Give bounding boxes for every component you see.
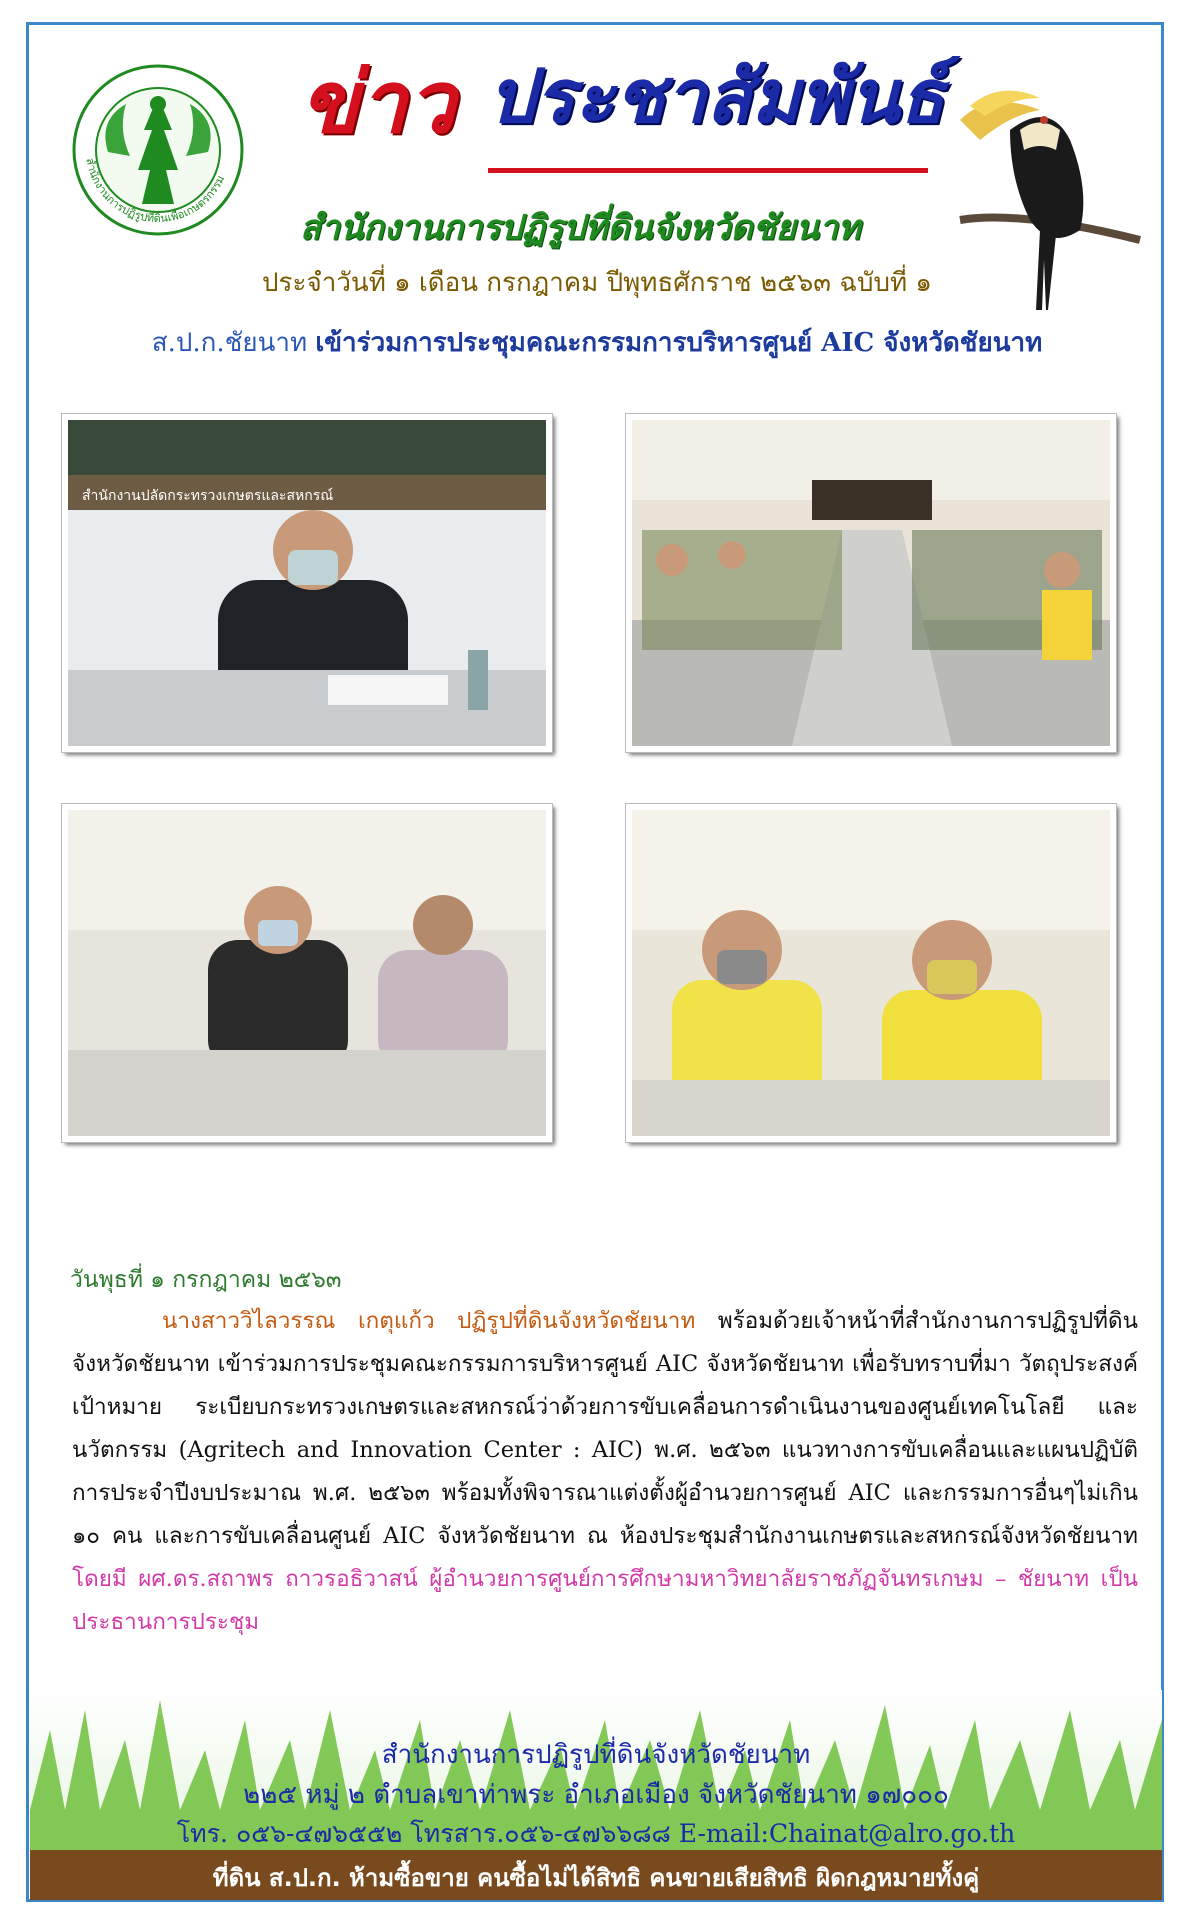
- photo-attendees-left: [62, 804, 552, 1142]
- meeting-chair: โดยมี ผศ.ดร.สถาพร ถาวรอธิวาสน์ ผู้อำนวยการศูนย์การศึกษามหาวิทยาลัยราชภัฏจันทรเกษม – ชัยนาท เป็นประธานการประชุม: [72, 1566, 1138, 1635]
- footer-org: สำนักงานการปฏิรูปที่ดินจังหวัดชัยนาท: [381, 1740, 811, 1770]
- headline-org: ส.ป.ก.ชัยนาท: [151, 328, 308, 358]
- logo-ring-text: สำนักงานการปฏิรูปที่ดินเพื่อเกษตรกรรม: [83, 156, 228, 226]
- title-prachasamphan: ประชาสัมพันธ์: [488, 54, 945, 140]
- org-subtitle: สำนักงานการปฏิรูปที่ดินจังหวัดชัยนาท: [300, 208, 861, 248]
- article-date: วันพุธที่ ๑ กรกฎาคม ๒๕๖๓: [70, 1267, 342, 1293]
- body-main: พร้อมด้วยเจ้าหน้าที่สำนักงานการปฏิรูปที่ดินจังหวัดชัยนาท เข้าร่วมการประชุมคณะกรรมการบริหารศูนย์ AIC จังหวัดชัยนาท เพื่อรับทราบที่มา วัตถุประสงค์ เป้าหมาย ระเบียบกระทรวงเกษตรและสหกรณ์ว่าด้วยการขับเคลื่อนการดำเนินงานของศูนย์เทคโนโลยี และนวัตกรรม (Agritech and Innovation Center : AIC) พ.ศ. ๒๕๖๓ แนวทางการขับเคลื่อนและแผนปฏิบัติการประจำปีงบประมาณ พ.ศ. ๒๕๖๓ พร้อมทั้งพิจารณาแต่งตั้งผู้อำนวยการศูนย์ AIC และกรรมการอื่นๆไม่เกิน ๑๐ คน และการขับเคลื่อนศูนย์ AIC จังหวัดชัยนาท ณ ห้องประชุมสำนักงานเกษตรและสหกรณ์จังหวัดชัยนาท: [72, 1308, 1138, 1549]
- title-underline: [488, 168, 928, 173]
- lead-person: นางสาววิไลวรรณ เกตุแก้ว ปฏิรูปที่ดินจังหวัดชัยนาท: [162, 1308, 696, 1334]
- title-khao: ข่าว: [300, 53, 456, 153]
- issue-line: ประจำวันที่ ๑ เดือน กรกฎาคม ปีพุทธศักราช ๒๕๖๓ ฉบับที่ ๑: [262, 268, 932, 298]
- article-body: [72, 1300, 1138, 1644]
- footer-warning: ที่ดิน ส.ป.ก. ห้ามซื้อขาย คนซื้อไม่ได้สิทธิ คนขายเสียสิทธิ ผิดกฎหมายทั้งคู่: [212, 1864, 980, 1892]
- photo-attendees-right: [626, 804, 1116, 1142]
- headline: [0, 322, 1194, 363]
- photo-chairman: [62, 414, 552, 752]
- alro-logo: [68, 60, 248, 240]
- footer-address: ๒๒๕ หมู่ ๒ ตำบลเขาท่าพระ อำเภอเมือง จังหวัดชัยนาท ๑๗๐๐๐: [243, 1780, 949, 1810]
- footer-contact: โทร. ๐๕๖-๔๗๖๕๕๒ โทรสาร.๐๕๖-๔๗๖๖๘๘ E-mail:Chainat@alro.go.th: [176, 1819, 1016, 1848]
- footer-banner: [30, 1690, 1162, 1900]
- photo-meeting-room: [626, 414, 1116, 752]
- photo1-banner-text: สำนักงานปลัดกระทรวงเกษตรและสหกรณ์: [82, 488, 334, 504]
- headline-text: เข้าร่วมการประชุมคณะกรรมการบริหารศูนย์ AIC จังหวัดชัยนาท: [315, 328, 1043, 358]
